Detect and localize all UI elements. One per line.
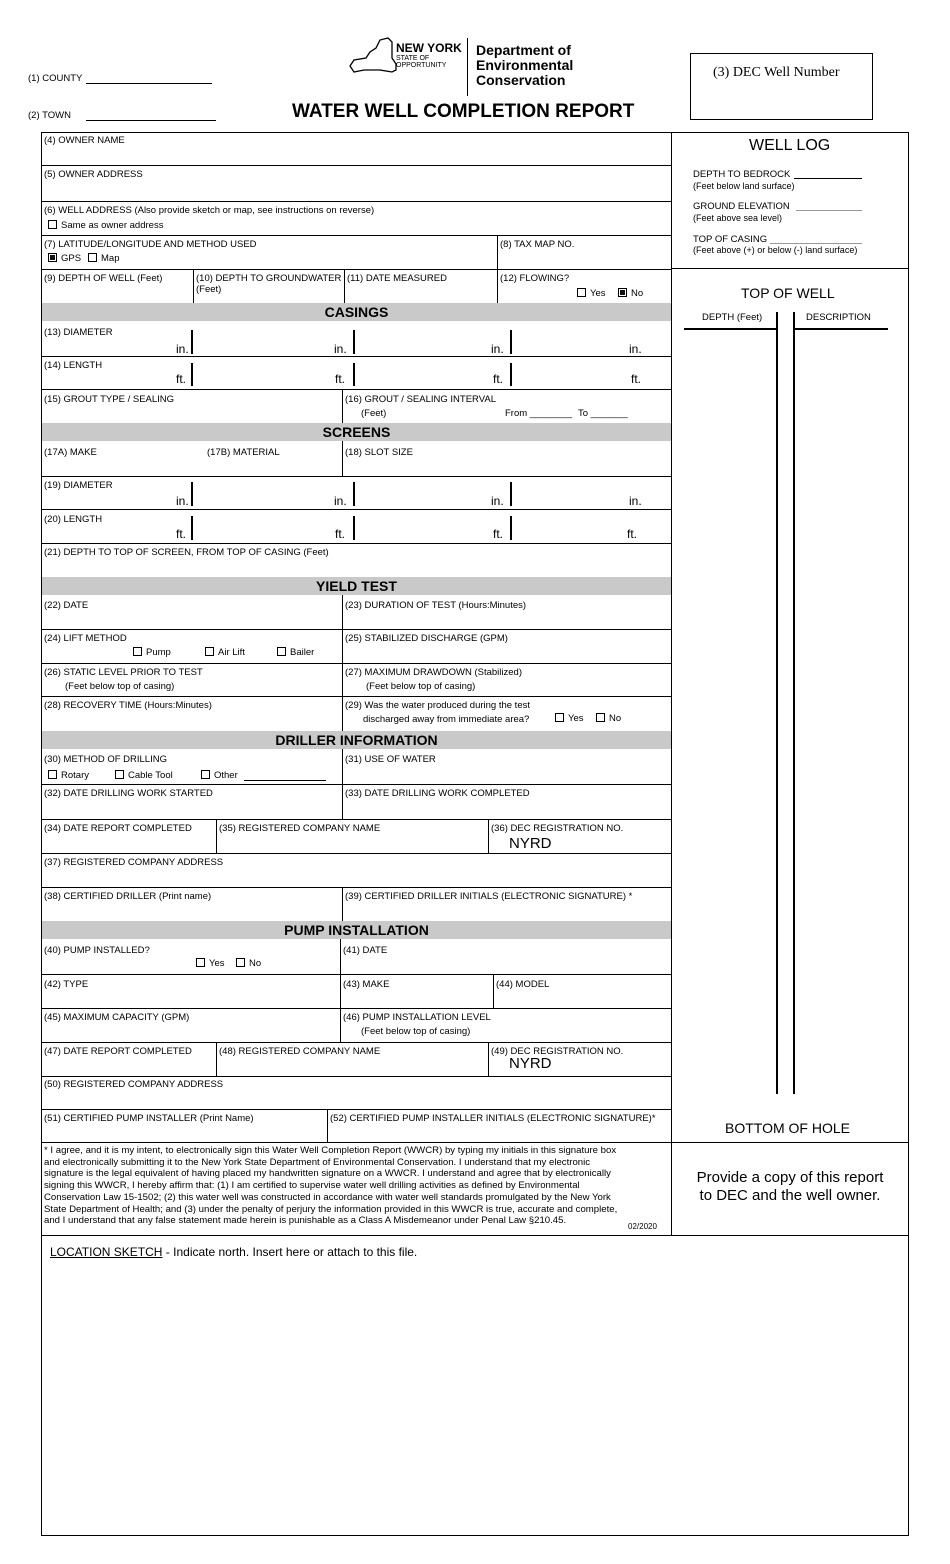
- other-field[interactable]: [244, 780, 326, 781]
- pump-company-address-label: (50) REGISTERED COMPANY ADDRESS: [44, 1079, 224, 1090]
- recovery-time-label: (28) RECOVERY TIME (Hours:Minutes): [44, 700, 212, 711]
- form-version: 02/2020: [628, 1222, 657, 1231]
- cable-tool-checkbox[interactable]: [115, 770, 124, 779]
- top-of-casing-field[interactable]: [770, 243, 862, 244]
- yield-test-header: YIELD TEST: [42, 577, 671, 595]
- owner-name-label: (4) OWNER NAME: [44, 135, 125, 146]
- county-field[interactable]: [86, 83, 212, 84]
- gps-checkbox[interactable]: [48, 253, 57, 262]
- pump-report-completed-label: (47) DATE REPORT COMPLETED: [44, 1046, 192, 1057]
- pump-dec-registration-prefix: NYRD: [509, 1055, 552, 1072]
- map-checkbox[interactable]: [88, 253, 97, 262]
- pump-company-label: (48) REGISTERED COMPANY NAME: [219, 1046, 381, 1057]
- lift-pump-option[interactable]: Pump: [133, 647, 171, 658]
- dept-line2: Environmental: [476, 57, 574, 73]
- well-log-depth-column[interactable]: [776, 312, 778, 1094]
- pump-date-label: (41) DATE: [343, 945, 388, 956]
- attestation-text: * I agree, and it is my intent, to electronically sign this Water Well Completion Report (WWCR) by typing my initials in this signature box and electronically submitting it to the New York State Department of Environmental Conservation. I understand that my electronic signature is the legal equivalent of having placed my handwritten signature on a WWCR. I understand and agree that by electronically signing this WWCR, I hereby affirm that: (1) I am certified to supervise water well drilling activities as defined by Environmental Conservation Law 15-1502; (2) this water well was constructed in accordance with water well standards promulgated by the New York State Department of Health; and (3) under the penalty of perjury the information provided in this WWCR is true, accurate and complete, and I understand that any false statement made herein is punishable as a Class A Misdemeanor under Penal Law §210.45.: [44, 1145, 618, 1227]
- pump-installed-label: (40) PUMP INSTALLED?: [44, 945, 150, 956]
- map-option[interactable]: Map: [88, 253, 119, 264]
- discharged-yes-option[interactable]: Yes: [555, 713, 584, 724]
- rotary-checkbox[interactable]: [48, 770, 57, 779]
- other-checkbox[interactable]: [201, 770, 210, 779]
- dec-well-number-label: (3) DEC Well Number: [713, 65, 840, 80]
- grout-from-field[interactable]: From ________: [505, 408, 573, 419]
- flowing-yes-checkbox[interactable]: [577, 288, 586, 297]
- slot-size-label: (18) SLOT SIZE: [345, 447, 413, 458]
- discharged-label: (29) Was the water produced during the test: [345, 700, 530, 711]
- screen-diameter-label: (19) DIAMETER: [44, 480, 113, 491]
- bottom-of-hole-label: BOTTOM OF HOLE: [725, 1120, 850, 1136]
- ground-elevation-field[interactable]: [796, 210, 862, 211]
- bedrock-field[interactable]: [794, 178, 862, 179]
- well-log-divider: [671, 132, 672, 1235]
- yield-date-label: (22) DATE: [44, 600, 89, 611]
- method-drilling-label: (30) METHOD OF DRILLING: [44, 754, 167, 765]
- lift-air-checkbox[interactable]: [205, 647, 214, 656]
- town-label: (2) TOWN: [28, 110, 71, 121]
- static-level-label: (26) STATIC LEVEL PRIOR TO TEST: [44, 667, 203, 678]
- top-of-casing-label: TOP OF CASING: [693, 234, 768, 245]
- provide-copy-line2: to DEC and the well owner.: [699, 1187, 881, 1204]
- sketch-divider: [41, 1235, 909, 1236]
- logo-divider: [467, 38, 468, 96]
- tax-map-label: (8) TAX MAP NO.: [500, 239, 575, 250]
- ground-elevation-label: GROUND ELEVATION: [693, 201, 790, 212]
- bedrock-label: DEPTH TO BEDROCK: [693, 169, 791, 180]
- discharged-yes-checkbox[interactable]: [555, 713, 564, 722]
- certified-driller-label: (38) CERTIFIED DRILLER (Print name): [44, 891, 212, 902]
- pump-installer-label: (51) CERTIFIED PUMP INSTALLER (Print Name): [44, 1113, 254, 1124]
- flowing-no-option[interactable]: No: [618, 288, 643, 299]
- flowing-yes-option[interactable]: Yes: [577, 288, 606, 299]
- pump-model-label: (44) MODEL: [496, 979, 550, 990]
- discharged-no-checkbox[interactable]: [596, 713, 605, 722]
- lift-bailer-checkbox[interactable]: [277, 647, 286, 656]
- dec-well-number-box[interactable]: [690, 53, 873, 120]
- screen-make-label: (17A) MAKE: [44, 447, 97, 458]
- grout-interval-label: (16) GROUT / SEALING INTERVAL: [345, 394, 496, 405]
- well-log-title: WELL LOG: [749, 137, 831, 154]
- pump-yes-checkbox[interactable]: [196, 958, 205, 967]
- pump-yes-option[interactable]: Yes: [196, 958, 225, 969]
- lift-method-label: (24) LIFT METHOD: [44, 633, 127, 644]
- top-of-well-label: TOP OF WELL: [741, 285, 835, 301]
- depth-of-well-label: (9) DEPTH OF WELL (Feet): [44, 273, 163, 284]
- logo-opportunity: OPPORTUNITY: [396, 62, 447, 69]
- grout-to-field[interactable]: To _______: [578, 408, 628, 419]
- dept-line3: Conservation: [476, 72, 566, 88]
- casing-diameter-label: (13) DIAMETER: [44, 327, 113, 338]
- flowing-no-checkbox[interactable]: [618, 288, 627, 297]
- gps-option[interactable]: GPS: [48, 253, 81, 264]
- latlon-label: (7) LATITUDE/LONGITUDE AND METHOD USED: [44, 239, 257, 250]
- dept-line1: Department of: [476, 42, 571, 58]
- owner-address-label: (5) OWNER ADDRESS: [44, 169, 143, 180]
- same-as-owner-option[interactable]: Same as owner address: [48, 220, 163, 231]
- pump-make-label: (43) MAKE: [343, 979, 390, 990]
- company-name-label: (35) REGISTERED COMPANY NAME: [219, 823, 381, 834]
- pump-installer-initials-label: (52) CERTIFIED PUMP INSTALLER INITIALS (ELECTRONIC SIGNATURE)*: [330, 1113, 656, 1124]
- well-log-description-column[interactable]: [793, 312, 795, 1094]
- pump-level-label: (46) PUMP INSTALLATION LEVEL: [343, 1012, 491, 1023]
- depth-column-header: DEPTH (Feet): [702, 312, 763, 323]
- cable-tool-option[interactable]: Cable Tool: [115, 770, 173, 781]
- page-title: WATER WELL COMPLETION REPORT: [292, 101, 635, 122]
- location-sketch-area[interactable]: [46, 1262, 904, 1532]
- other-option[interactable]: Other: [201, 770, 238, 781]
- driller-initials-label: (39) CERTIFIED DRILLER INITIALS (ELECTRONIC SIGNATURE) *: [345, 891, 633, 902]
- description-column-header: DESCRIPTION: [806, 312, 871, 323]
- town-field[interactable]: [86, 120, 216, 121]
- logo-new-york: NEW YORK: [396, 41, 462, 55]
- casings-header: CASINGS: [42, 303, 671, 321]
- county-label: (1) COUNTY: [28, 73, 83, 84]
- location-sketch-label: LOCATION SKETCH - Indicate north. Insert here or attach to this file.: [50, 1245, 418, 1259]
- lift-air-option[interactable]: Air Lift: [205, 647, 245, 658]
- screens-header: SCREENS: [42, 423, 671, 441]
- screen-material-label: (17B) MATERIAL: [207, 447, 280, 458]
- lift-bailer-option[interactable]: Bailer: [277, 647, 314, 658]
- dec-registration-label: (36) DEC REGISTRATION NO.: [491, 823, 624, 834]
- report-completed-label: (34) DATE REPORT COMPLETED: [44, 823, 192, 834]
- same-as-owner-checkbox[interactable]: [48, 220, 57, 229]
- screen-length-label: (20) LENGTH: [44, 514, 103, 525]
- rotary-option[interactable]: Rotary: [48, 770, 89, 781]
- depth-groundwater-unit: (Feet): [196, 284, 222, 295]
- discharged-no-option[interactable]: No: [596, 713, 621, 724]
- grout-type-label: (15) GROUT TYPE / SEALING: [44, 394, 175, 405]
- depth-groundwater-label: (10) DEPTH TO GROUNDWATER: [196, 273, 342, 284]
- use-of-water-label: (31) USE OF WATER: [345, 754, 436, 765]
- date-started-label: (32) DATE DRILLING WORK STARTED: [44, 788, 213, 799]
- pump-dec-registration-label: (49) DEC REGISTRATION NO.: [491, 1046, 624, 1057]
- pump-header: PUMP INSTALLATION: [42, 921, 671, 939]
- provide-copy-line1: Provide a copy of this report: [696, 1169, 884, 1186]
- casing-length-label: (14) LENGTH: [44, 360, 103, 371]
- depth-top-screen-label: (21) DEPTH TO TOP OF SCREEN, FROM TOP OF CASING (Feet): [44, 547, 329, 558]
- well-address-label: (6) WELL ADDRESS (Also provide sketch or map, see instructions on reverse): [44, 205, 375, 216]
- max-capacity-label: (45) MAXIMUM CAPACITY (GPM): [44, 1012, 190, 1023]
- pump-no-option[interactable]: No: [236, 958, 261, 969]
- driller-header: DRILLER INFORMATION: [42, 731, 671, 749]
- logo-state-of: STATE OF: [396, 55, 430, 62]
- stabilized-label: (25) STABILIZED DISCHARGE (GPM): [345, 633, 508, 644]
- pump-no-checkbox[interactable]: [236, 958, 245, 967]
- max-drawdown-label: (27) MAXIMUM DRAWDOWN (Stabilized): [345, 667, 522, 678]
- date-measured-label: (11) DATE MEASURED: [347, 273, 447, 284]
- flowing-label: (12) FLOWING?: [500, 273, 570, 284]
- pump-type-label: (42) TYPE: [44, 979, 89, 990]
- duration-label: (23) DURATION OF TEST (Hours:Minutes): [345, 600, 527, 611]
- lift-pump-checkbox[interactable]: [133, 647, 142, 656]
- company-address-label: (37) REGISTERED COMPANY ADDRESS: [44, 857, 224, 868]
- dec-registration-prefix: NYRD: [509, 835, 552, 852]
- date-completed-label: (33) DATE DRILLING WORK COMPLETED: [345, 788, 530, 799]
